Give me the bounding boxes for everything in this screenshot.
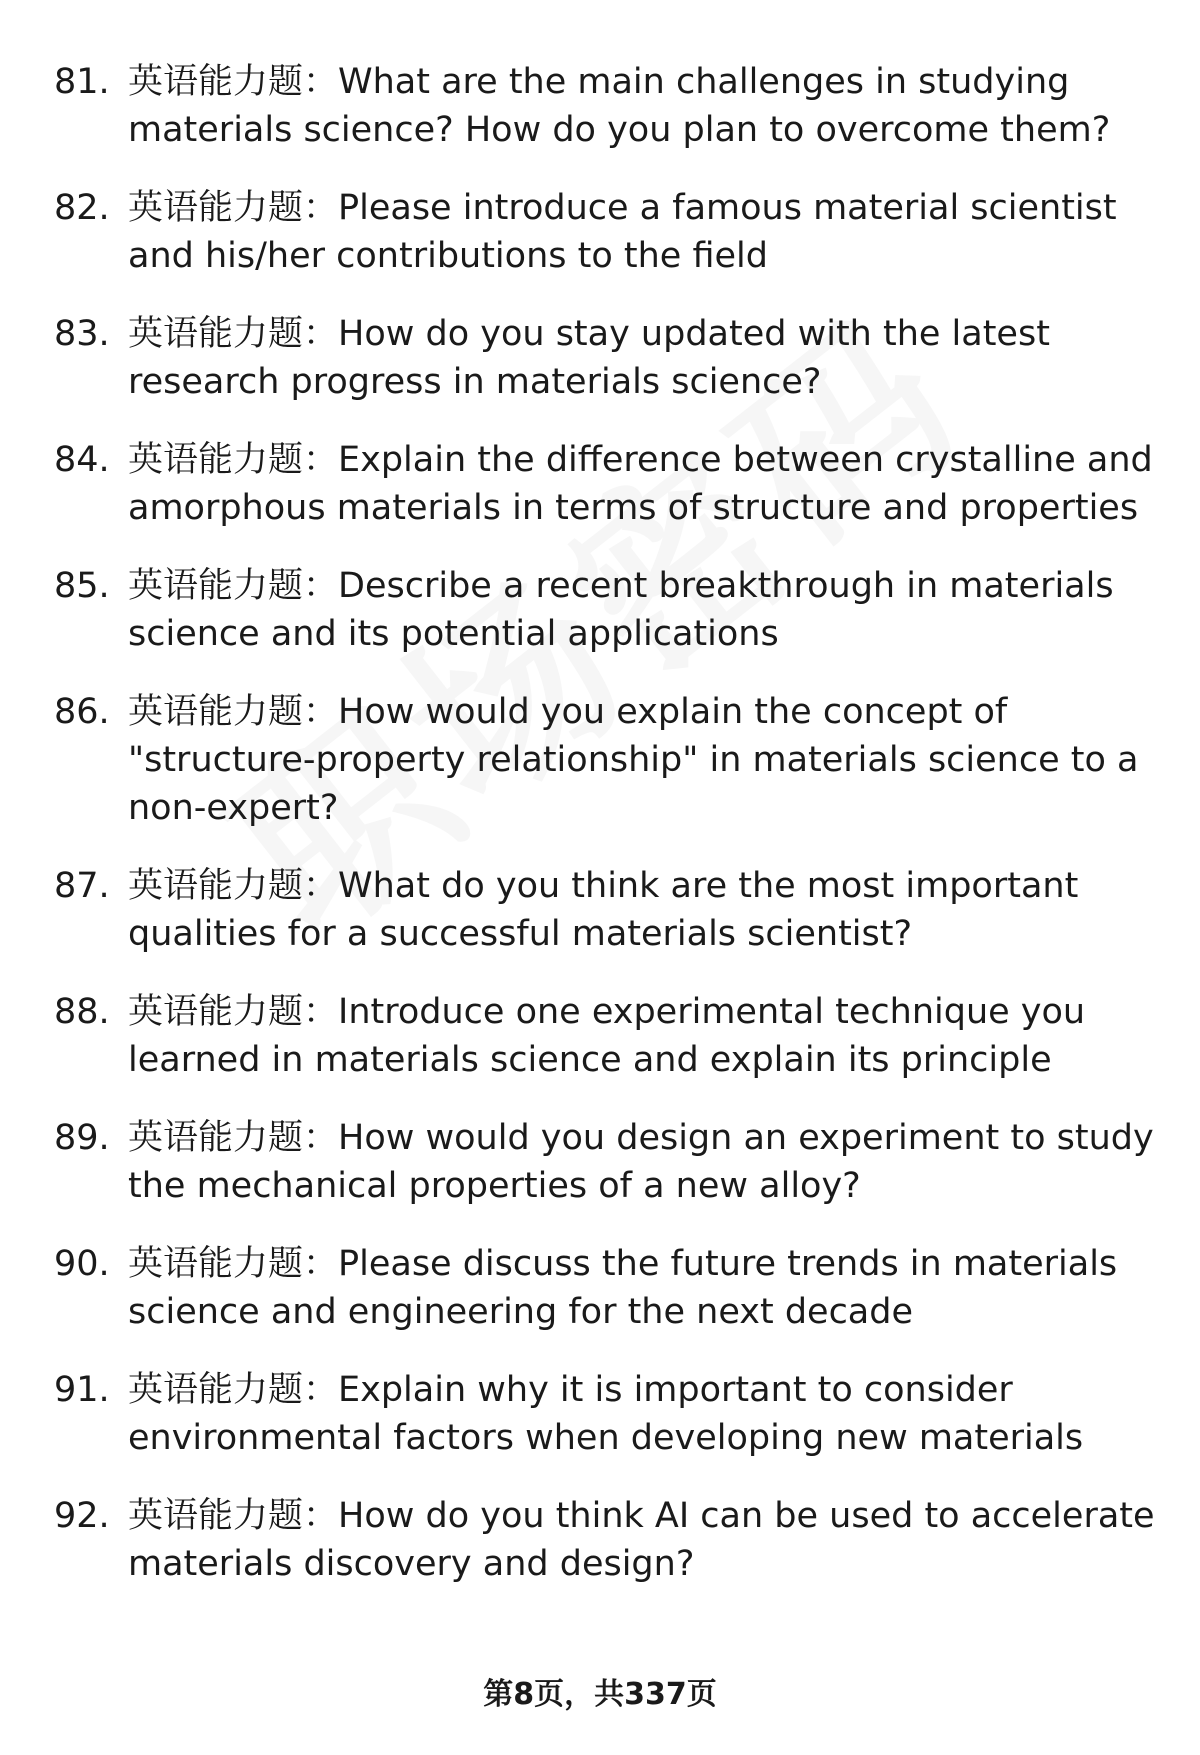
- question-prefix: 英语能力题：: [128, 692, 339, 732]
- question-body: [128, 1240, 1164, 1336]
- question-body: [128, 1366, 1164, 1462]
- question-item: [54, 688, 1164, 832]
- question-item: [54, 988, 1164, 1084]
- question-text: How do you stay updated with the latest research progress in materials science?: [128, 314, 1050, 402]
- question-text: Explain why it is important to consider environmental factors when developing new materials: [128, 1370, 1084, 1458]
- question-body: [128, 58, 1164, 154]
- question-body: [128, 862, 1164, 958]
- question-prefix: 英语能力题：: [128, 866, 339, 906]
- question-prefix: 英语能力题：: [128, 1244, 339, 1284]
- question-number: 83.: [54, 314, 110, 354]
- question-text: How would you explain the concept of "structure-property relationship" in materials science to a non-expert?: [128, 692, 1139, 828]
- question-body: [128, 310, 1164, 406]
- question-prefix: 英语能力题：: [128, 1118, 339, 1158]
- question-prefix: 英语能力题：: [128, 62, 339, 102]
- question-prefix: 英语能力题：: [128, 1496, 339, 1536]
- question-text: How would you design an experiment to study the mechanical properties of a new alloy?: [128, 1118, 1154, 1206]
- question-item: [54, 58, 1164, 154]
- question-text: How do you think AI can be used to accelerate materials discovery and design?: [128, 1496, 1155, 1584]
- question-prefix: 英语能力题：: [128, 188, 339, 228]
- question-item: [54, 1492, 1164, 1588]
- question-number: 89.: [54, 1118, 110, 1158]
- question-item: [54, 562, 1164, 658]
- question-prefix: 英语能力题：: [128, 992, 339, 1032]
- question-text: Please discuss the future trends in materials science and engineering for the next decade: [128, 1244, 1118, 1332]
- question-text: Describe a recent breakthrough in materials science and its potential applications: [128, 566, 1114, 654]
- question-item: [54, 436, 1164, 532]
- question-prefix: 英语能力题：: [128, 440, 339, 480]
- question-body: [128, 988, 1164, 1084]
- question-body: [128, 688, 1164, 832]
- question-item: [54, 1366, 1164, 1462]
- question-number: 84.: [54, 440, 110, 480]
- question-body: [128, 184, 1164, 280]
- question-text: What are the main challenges in studying materials science? How do you plan to overcome them?: [128, 62, 1111, 150]
- question-item: [54, 862, 1164, 958]
- question-item: [54, 310, 1164, 406]
- question-item: [54, 184, 1164, 280]
- question-number: 82.: [54, 188, 110, 228]
- question-text: What do you think are the most important qualities for a successful materials scientist?: [128, 866, 1079, 954]
- question-body: [128, 1492, 1164, 1588]
- question-text: Introduce one experimental technique you learned in materials science and explain its principle: [128, 992, 1086, 1080]
- question-prefix: 英语能力题：: [128, 566, 339, 606]
- question-prefix: 英语能力题：: [128, 1370, 339, 1410]
- question-number: 85.: [54, 566, 110, 606]
- question-item: [54, 1114, 1164, 1210]
- question-body: [128, 1114, 1164, 1210]
- question-list: [54, 58, 1164, 1618]
- question-number: 91.: [54, 1370, 110, 1410]
- question-prefix: 英语能力题：: [128, 314, 339, 354]
- question-item: [54, 1240, 1164, 1336]
- question-number: 87.: [54, 866, 110, 906]
- question-number: 92.: [54, 1496, 110, 1536]
- question-body: [128, 436, 1164, 532]
- question-number: 86.: [54, 692, 110, 732]
- question-number: 90.: [54, 1244, 110, 1284]
- question-number: 81.: [54, 62, 110, 102]
- question-text: Please introduce a famous material scientist and his/her contributions to the field: [128, 188, 1117, 276]
- page-footer: 第8页，共337页: [483, 1677, 717, 1712]
- question-body: [128, 562, 1164, 658]
- question-text: Explain the difference between crystalline and amorphous materials in terms of structure and properties: [128, 440, 1153, 528]
- question-number: 88.: [54, 992, 110, 1032]
